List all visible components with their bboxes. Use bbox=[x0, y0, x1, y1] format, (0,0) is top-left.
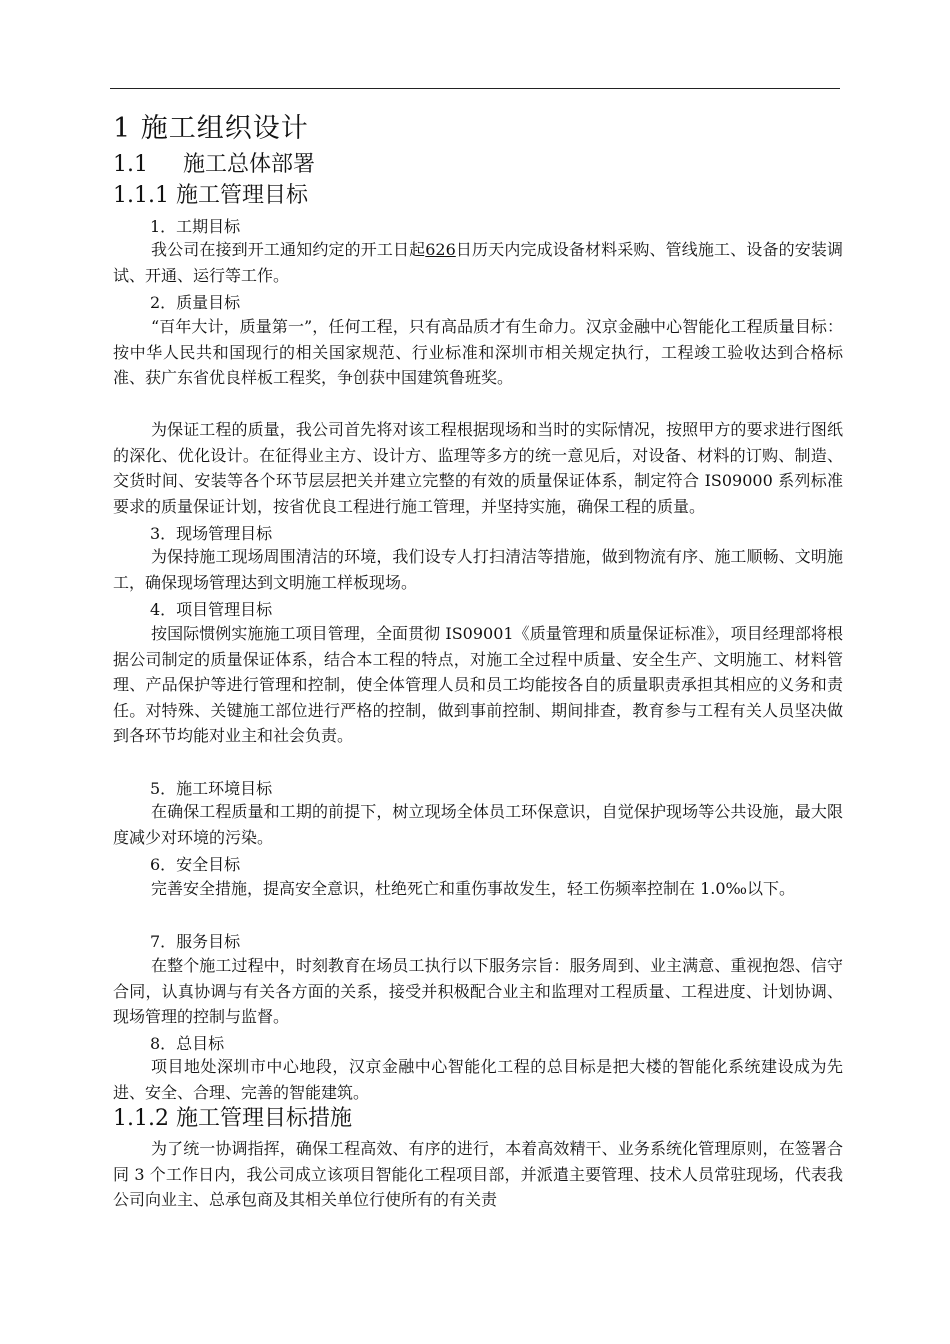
header-rule bbox=[110, 88, 840, 89]
section-heading bbox=[113, 147, 315, 178]
item-heading-5: 5．施工环境目标 bbox=[150, 779, 273, 798]
section-number: 1.1 bbox=[113, 152, 148, 177]
item-heading-6: 6．安全目标 bbox=[150, 855, 241, 874]
paragraph-environment: 在确保工程质量和工期的前提下，树立现场全体员工环保意识，自觉保护现场等公共设施，最大限度减少对环境的污染。 bbox=[113, 802, 843, 847]
item-heading-8: 8．总目标 bbox=[150, 1034, 225, 1053]
item-heading-4: 4．项目管理目标 bbox=[150, 600, 273, 619]
paragraph-project-management: 按国际惯例实施施工项目管理，全面贯彻 IS09001《质量管理和质量保证标准》，项目经理部将根据公司制定的质量保证体系，结合本工程的特点，对施工全过程中质量、安全生产、文明施工、材料管理、产品保护等进行管理和控制，使全体管理人员和员工均能按各自的质量职责承担其相应的义务和责任。对特殊、关键施工部位进行严格的控制，做到事前控制、期间排查，教育参与工程有关人员坚决做到各环节均能对业主和社会负责。 bbox=[113, 624, 843, 745]
schedule-days: 626 bbox=[425, 240, 456, 259]
subsection-heading-2: 1.1.2 施工管理目标措施 bbox=[113, 1106, 352, 1131]
item-heading-1: 1．工期目标 bbox=[150, 217, 241, 236]
paragraph-site-management: 为保持施工现场周围清洁的环境，我们设专人打扫清洁等措施，做到物流有序、施工顺畅、文明施工，确保现场管理达到文明施工样板现场。 bbox=[113, 547, 843, 592]
paragraph-safety: 完善安全措施，提高安全意识，杜绝死亡和重伤事故发生，轻工伤频率控制在 1.0‰以下。 bbox=[151, 879, 796, 898]
paragraph-schedule-after: 日历天内完成设备材料采购、管线施工、设备的安装调试、开通、运行等工作。 bbox=[113, 240, 843, 285]
paragraph-schedule-before: 我公司在接到开工通知约定的开工日起 bbox=[151, 240, 426, 259]
paragraph-measures: 为了统一协调指挥，确保工程高效、有序的进行，本着高效精干、业务系统化管理原则，在签署合同 3 个工作日内，我公司成立该项目智能化工程项目部，并派遣主要管理、技术人员常驻现场，代表我公司向业主、总承包商及其相关单位行使所有的有关责 bbox=[113, 1139, 843, 1209]
paragraph-quality-2: 为保证工程的质量，我公司首先将对该工程根据现场和当时的实际情况，按照甲方的要求进行图纸的深化、优化设计。在征得业主方、设计方、监理等多方的统一意见后，对设备、材料的订购、制造、交货时间、安装等各个环节层层把关并建立完整的有效的质量保证体系，制定符合 IS09000 系列标准要求的质量保证计划，按省优良工程进行施工管理，并坚持实施，确保工程的质量。 bbox=[113, 420, 843, 516]
section-title: 施工总体部署 bbox=[183, 152, 316, 177]
paragraph-schedule bbox=[113, 237, 843, 288]
paragraph-service: 在整个施工过程中，时刻教育在场员工执行以下服务宗旨：服务周到、业主满意、重视抱怨、信守合同，认真协调与有关各方面的关系，接受并积极配合业主和监理对工程质量、工程进度、计划协调、现场管理的控制与监督。 bbox=[113, 956, 843, 1026]
subsection-heading-1: 1.1.1 施工管理目标 bbox=[113, 183, 308, 208]
paragraph-quality-1: “百年大计，质量第一”，任何工程，只有高品质才有生命力。汉京金融中心智能化工程质量目标：按中华人民共和国现行的相关国家规范、行业标准和深圳市相关规定执行，工程竣工验收达到合格标准、获广东省优良样板工程奖，争创获中国建筑鲁班奖。 bbox=[113, 317, 843, 387]
item-heading-7: 7．服务目标 bbox=[150, 932, 241, 951]
paragraph-overall-goal: 项目地处深圳市中心地段，汉京金融中心智能化工程的总目标是把大楼的智能化系统建设成为先进、安全、合理、完善的智能建筑。 bbox=[113, 1057, 843, 1102]
chapter-title: 1 施工组织设计 bbox=[113, 113, 309, 144]
item-heading-3: 3．现场管理目标 bbox=[150, 524, 273, 543]
item-heading-2: 2．质量目标 bbox=[150, 293, 241, 312]
